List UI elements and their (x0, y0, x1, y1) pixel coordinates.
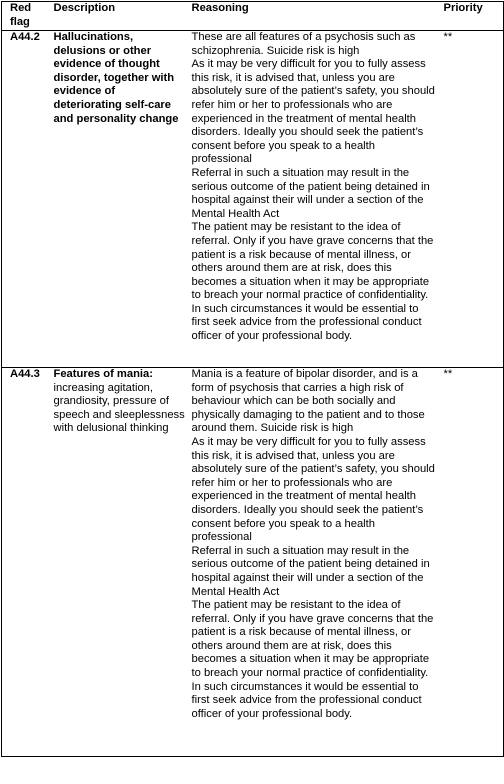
red-flag-code: A44.2 (2, 31, 48, 368)
reasoning-paragraph: Referral in such a situation may result in the serious outcome of the patient being detained in hospital against their will under a section of the Mental Health Act (191, 544, 430, 598)
table-row (2, 368, 504, 757)
table-body (2, 31, 504, 757)
table-header (2, 2, 504, 31)
description-bold-text: Hallucinations, delusions or other evidence of thought disorder, together with evidence of deteriorating self-care and personality change (53, 31, 179, 125)
reasoning-paragraph: Referral in such a situation may result in the serious outcome of the patient being detained in hospital against their will under a section of the Mental Health Act (191, 166, 430, 220)
header-priority: Priority (438, 2, 504, 31)
description-text: increasing agitation, grandiosity, pressure of speech and sleeplessness with delusional thinking (53, 381, 185, 435)
reasoning-paragraph: The patient may be resistant to the idea of referral. Only if you have grave concerns that the patient is a risk because of mental illness, or others around them are at risk, does this becomes a situation when it may be appropriate to breach your normal practice of confidentiality. In such circumstances it would be essential to first seek advice from the professional conduct officer of your professional body. (191, 599, 434, 720)
reasoning-cell (186, 368, 438, 757)
description-cell (48, 368, 186, 757)
reasoning-paragraph: The patient may be resistant to the idea of referral. Only if you have grave concerns that the patient is a risk because of mental illness, or others around them are at risk, does this becomes a situation when it may be appropriate to breach your normal practice of confidentiality. In such circumstances it would be essential to first seek advice from the professional conduct officer of your professional body. (191, 221, 434, 343)
description-cell (48, 31, 186, 368)
description-bold-text: Features of mania: (53, 368, 153, 380)
reasoning-cell (186, 31, 438, 368)
priority-cell: ** (438, 368, 504, 757)
reasoning-paragraph: As it may be very difficult for you to fully assess this risk, it is advised that, unless you are absolutely sure of the patient’s safety, you should refer him or her to professionals who are experienced in the treatment of mental health disorders. Ideally you should seek the patient’s consent before you speak to a health professional (191, 435, 435, 544)
reasoning-paragraph: Mania is a feature of bipolar disorder, and is a form of psychosis that carries a high risk of behaviour which can be both socially and physically damaging to the patient and to those around them. Suicide risk is high (191, 368, 425, 435)
reasoning-paragraph: As it may be very difficult for you to fully assess this risk, it is advised that, unless you are absolutely sure of the patient’s safety, you should refer him or her to professionals who are experienced in the treatment of mental health disorders. Ideally you should seek the patient’s consent before you speak to a health professional (191, 58, 435, 166)
red-flag-code: A44.3 (2, 368, 48, 757)
header-row (2, 2, 504, 31)
priority-cell: ** (438, 31, 504, 368)
header-red-flag: Red flag (2, 2, 48, 31)
header-description: Description (48, 2, 186, 31)
reasoning-paragraph: These are all features of a psychosis such as schizophrenia. Suicide risk is high (191, 31, 416, 57)
header-reasoning: Reasoning (186, 2, 438, 31)
red-flag-table (1, 1, 504, 757)
table-row (2, 31, 504, 368)
